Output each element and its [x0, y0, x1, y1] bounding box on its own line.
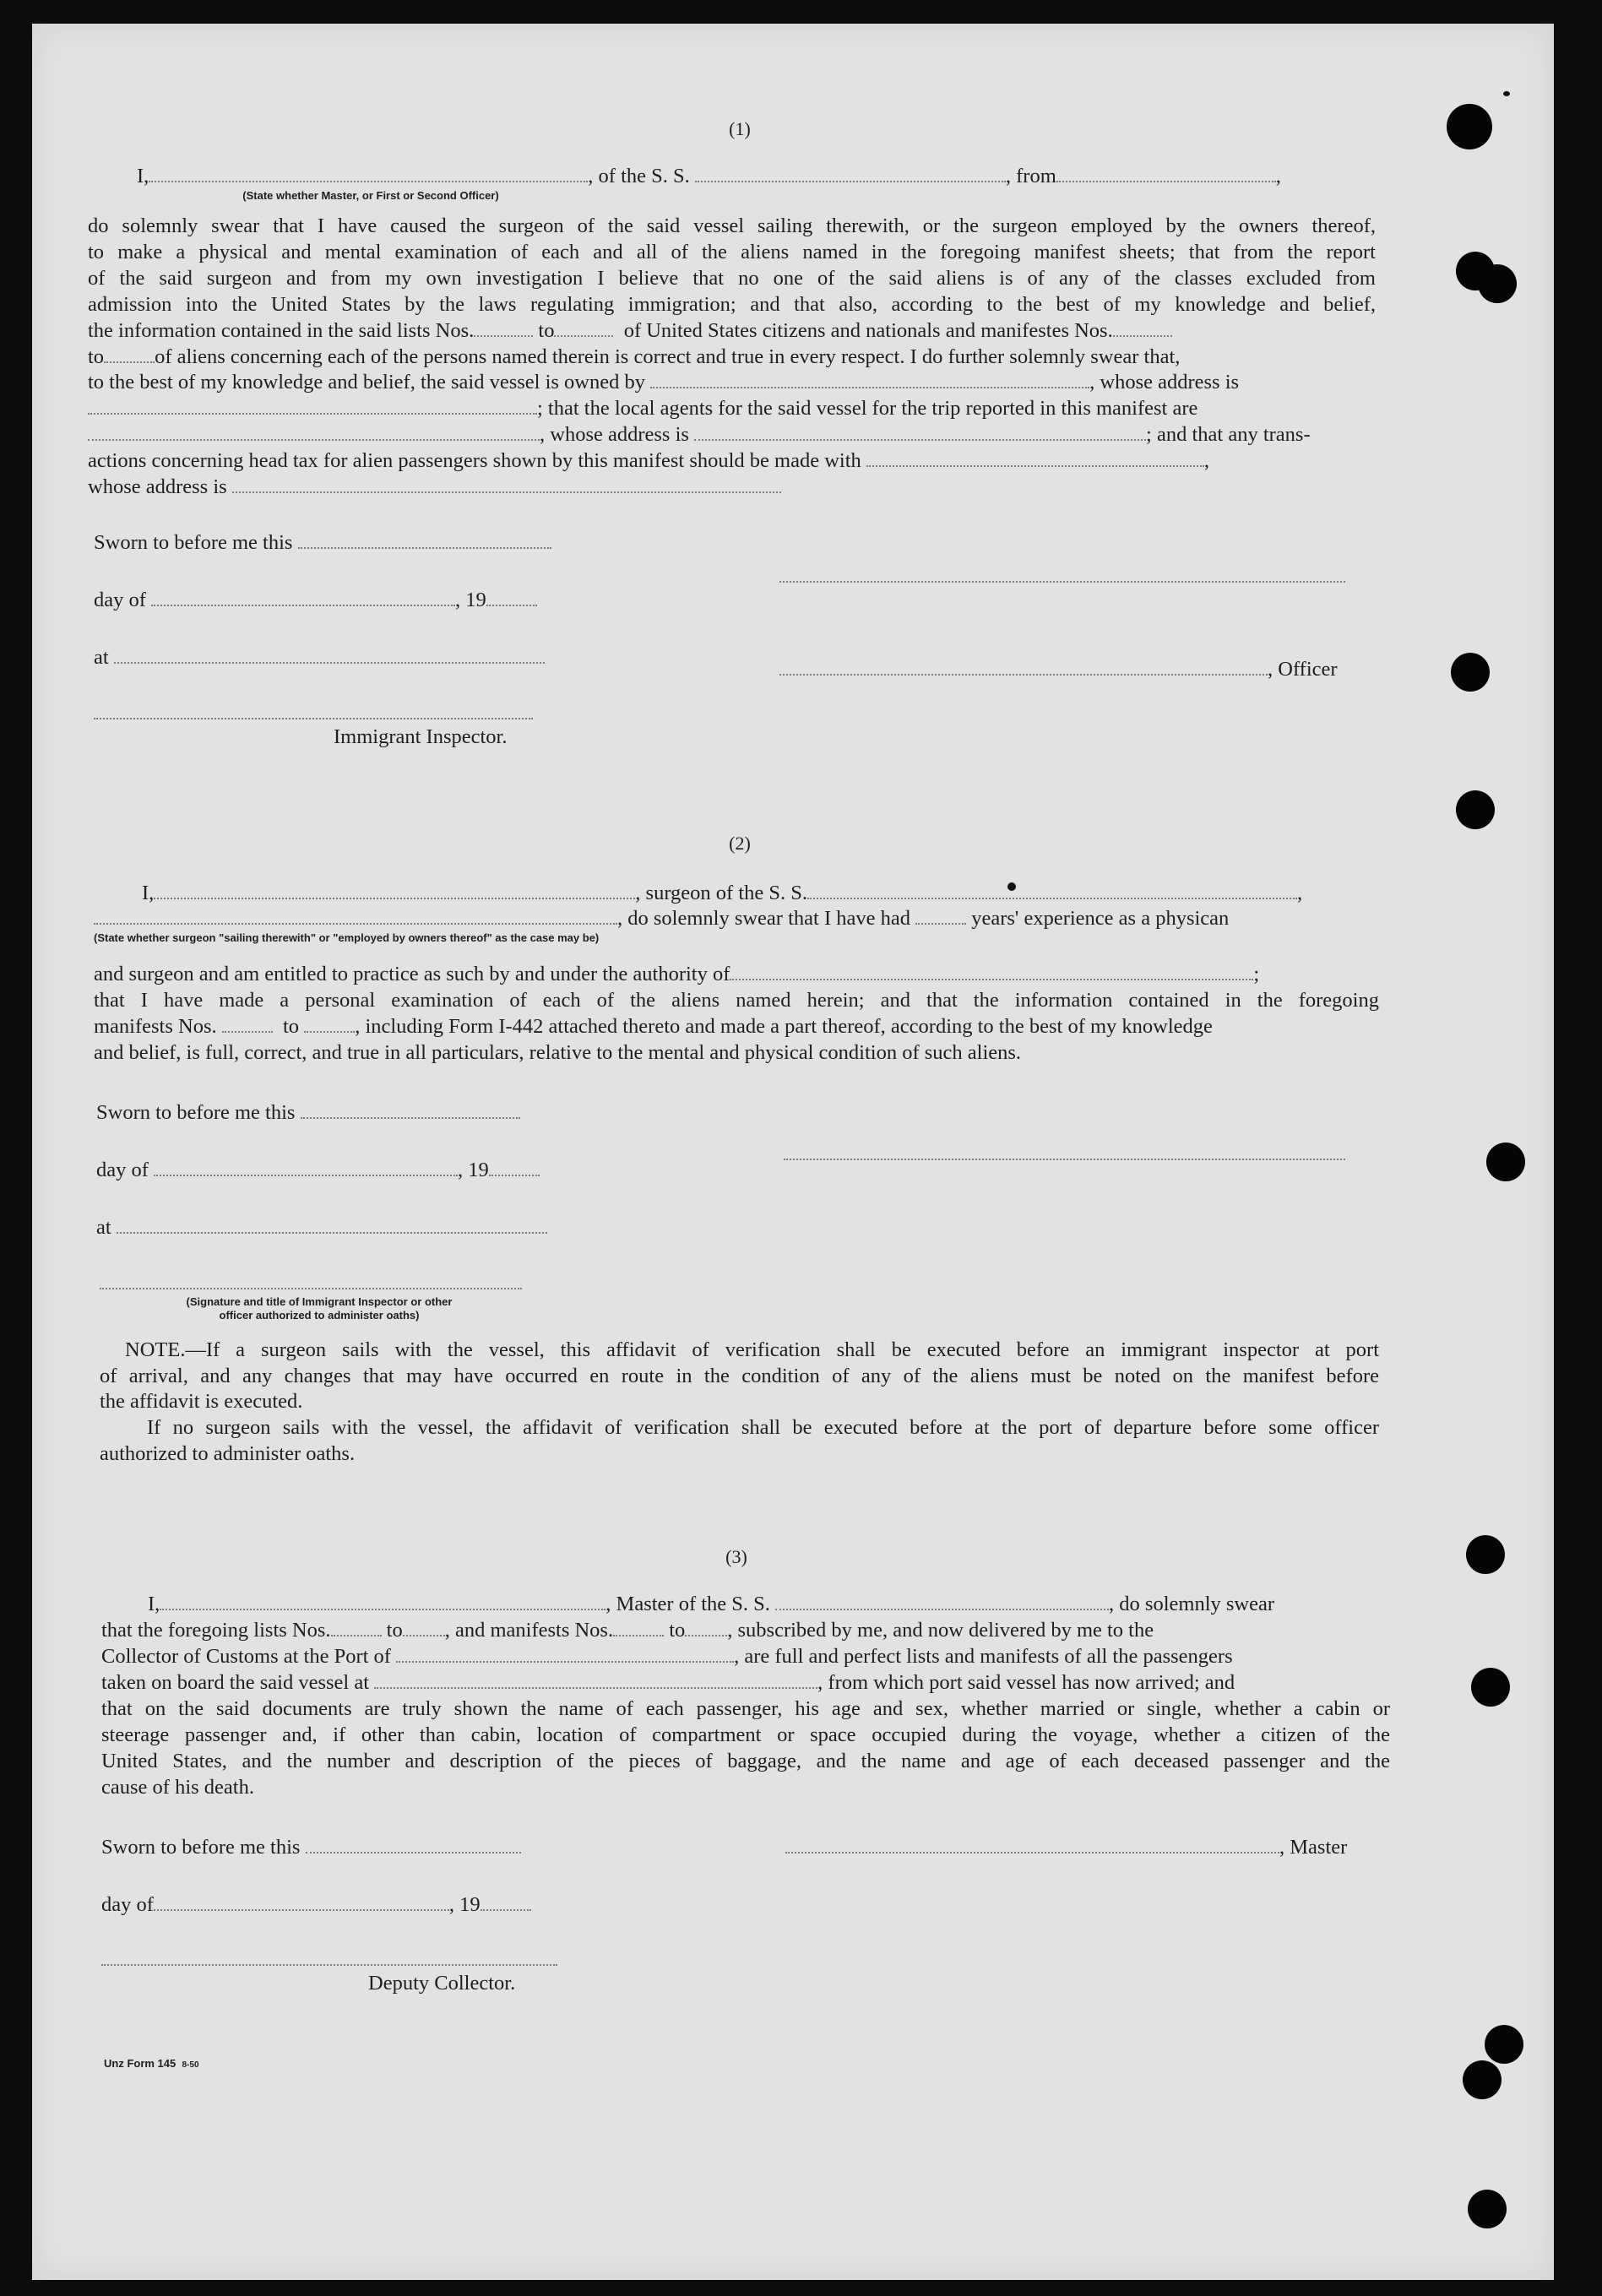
s1-body-9: , whose address is ; and that any trans-	[88, 422, 1311, 448]
form-page	[32, 24, 1554, 2280]
s3-body-6: steerage passenger and, if other than cabin, location of compartment or space occupied during the voyage, whether a citizen of the	[101, 1723, 1390, 1746]
s3-deputy-line	[101, 1964, 557, 1966]
s1-body-6: to of aliens concerning each of the persons named therein is correct and true in every respect. I do further solemnly swear that,	[88, 345, 1181, 368]
s2-sig-note-1: (Signature and title of Immigrant Inspector or other	[186, 1295, 453, 1308]
s1-from: , from	[1005, 165, 1056, 187]
s1-body-1: do solemnly swear that I have caused the surgeon of the said vessel sailing therewith, or the surgeon employed by the owners thereof,	[88, 214, 1376, 237]
s1-body-11: whose address is	[88, 475, 781, 500]
s1-body-2: to make a physical and mental examination of each and all of the aliens named in the foregoing manifest sheets; that from the report	[88, 241, 1376, 263]
s1-day-of: day of , 19	[94, 588, 537, 613]
s2-sig-note-2: officer authorized to administer oaths)	[219, 1309, 420, 1322]
s1-sworn: Sworn to before me this	[94, 530, 551, 556]
s2-day-of: day of , 19	[96, 1158, 540, 1183]
s1-inspector: Immigrant Inspector.	[334, 725, 508, 748]
s2-sworn: Sworn to before me this	[96, 1100, 520, 1126]
punch-hole	[1471, 1668, 1510, 1707]
s3-master: , Master	[785, 1835, 1347, 1860]
s3-line-4: taken on board the said vessel at , from which port said vessel has now arrived; and	[101, 1671, 1235, 1694]
s1-body-5: the information contained in the said lists Nos. to of United States citizens and nationals and manifestes Nos.	[88, 318, 1172, 344]
punch-hole	[1456, 790, 1495, 829]
s1-body-10: actions concerning head tax for alien passengers shown by this manifest should be made with ,	[88, 449, 1210, 472]
punch-hole	[1486, 1143, 1525, 1181]
punch-hole	[1463, 2060, 1502, 2099]
s2-at: at	[96, 1215, 547, 1240]
s1-body-3: of the said surgeon and from my own investigation I believe that no one of the said aliens is of any of the classes excluded from	[88, 267, 1376, 290]
s3-sworn: Sworn to before me this	[101, 1835, 521, 1860]
s2-note-1: NOTE.—If a surgeon sails with the vessel, this affidavit of verification shall be executed before an immigrant inspector at port	[125, 1338, 1379, 1361]
s1-body-7: to the best of my knowledge and belief, the said vessel is owned by , whose address is	[88, 371, 1240, 394]
section-3-number: (3)	[725, 1546, 747, 1567]
ink-speck	[1503, 91, 1510, 96]
s2-line-2: , do solemnly swear that I have had years' experience as a physican	[94, 906, 1229, 931]
s1-inspector-line	[94, 718, 533, 719]
s3-body-8: cause of his death.	[101, 1776, 254, 1799]
s1-i: I,	[137, 165, 149, 187]
s1-body-4: admission into the United States by the laws regulating immigration; and that also, according to the best of my knowledge and belief,	[88, 293, 1376, 316]
punch-hole	[1466, 1535, 1505, 1574]
s3-line-1: I, , Master of the S. S. , do solemnly swear	[148, 1593, 1275, 1615]
s2-body-3: and surgeon and am entitled to practice as such by and under the authority of ;	[94, 963, 1260, 985]
punch-hole	[1485, 2025, 1523, 2064]
s2-note-2: of arrival, and any changes that may have occurred en route in the condition of any of the aliens must be noted on the manifest before	[100, 1365, 1379, 1387]
s2-body-6: and belief, is full, correct, and true in all particulars, relative to the mental and physical condition of such aliens.	[94, 1041, 1022, 1064]
s1-of-ss: , of the S. S.	[588, 165, 690, 187]
s3-line-3: Collector of Customs at the Port of , are full and perfect lists and manifests of all the passengers	[101, 1645, 1233, 1668]
s2-signature-line	[784, 1159, 1345, 1160]
s2-body-5: manifests Nos. to , including Form I-442 attached thereto and made a part thereof, according to the best of my knowledge	[94, 1015, 1213, 1038]
s1-body-8: ; that the local agents for the said vessel for the trip reported in this manifest are	[88, 396, 1197, 421]
s2-line-1: I, , surgeon of the S. S. ,	[142, 882, 1303, 904]
punch-hole	[1478, 264, 1517, 303]
s1-at: at	[94, 645, 545, 670]
s2-note2-1: If no surgeon sails with the vessel, the affidavit of verification shall be executed before at the port of departure before some officer	[147, 1416, 1379, 1439]
s2-body-4: that I have made a personal examination of each of the aliens named herein; and that the information contained in the foregoing	[94, 989, 1379, 1012]
s2-surgeon-note: (State whether surgeon "sailing therewith" or "employed by owners thereof" as the case may be)	[94, 931, 600, 944]
punch-hole	[1468, 2190, 1507, 2228]
s3-body-5: that on the said documents are truly shown the name of each passenger, his age and sex, whether married or single, whether a cabin or	[101, 1697, 1390, 1720]
section-1-number: (1)	[729, 118, 751, 139]
s1-line-1: I, , of the S. S. , from ,	[137, 165, 1281, 187]
s3-deputy: Deputy Collector.	[368, 1972, 516, 1995]
punch-hole	[1451, 653, 1490, 692]
s3-body-7: United States, and the number and description of the pieces of baggage, and the name and age of each deceased passenger and the	[101, 1750, 1390, 1772]
s1-officer: , Officer	[779, 657, 1338, 682]
section-2-number: (2)	[729, 833, 751, 854]
s2-inspector-line	[100, 1288, 522, 1289]
s3-day-of: day of , 19	[101, 1892, 531, 1918]
punch-hole	[1447, 104, 1492, 149]
s1-signature-line	[779, 581, 1345, 583]
s2-note-3: the affidavit is executed.	[100, 1390, 303, 1413]
s3-line-2: that the foregoing lists Nos. to , and manifests Nos. to , subscribed by me, and now delivered by me to the	[101, 1619, 1154, 1642]
s2-note2-2: authorized to administer oaths.	[100, 1442, 356, 1465]
form-number: Unz Form 145 8-50	[104, 2057, 199, 2070]
s1-officer-note: (State whether Master, or First or Second Officer)	[242, 189, 499, 202]
